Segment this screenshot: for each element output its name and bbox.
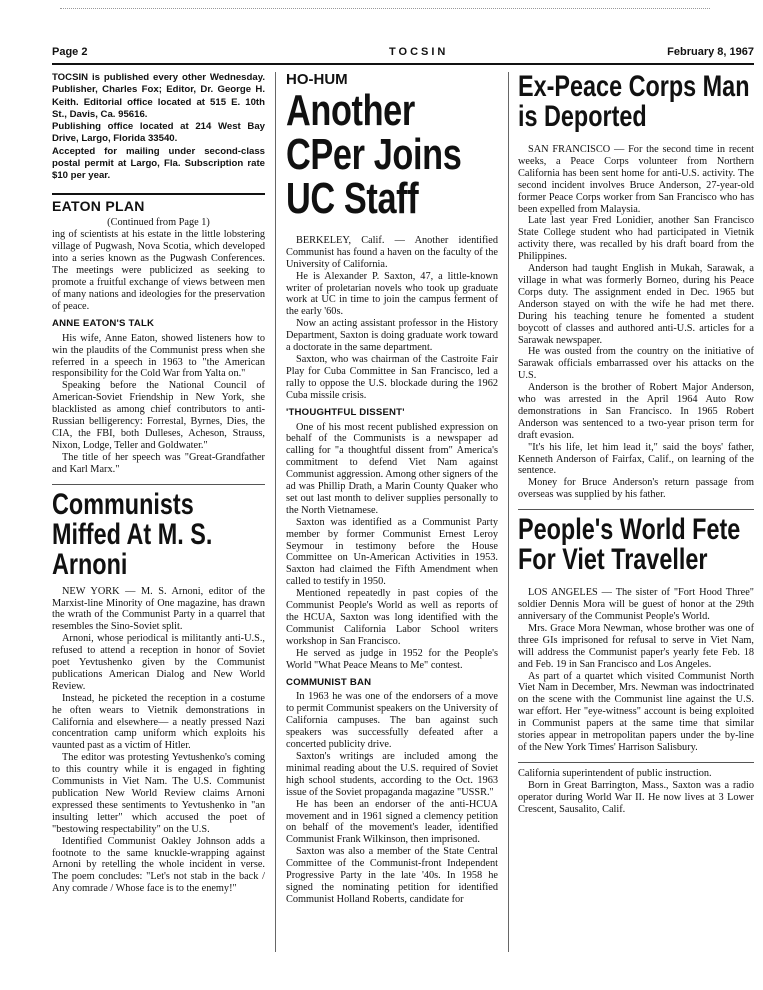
article-paragraph: Identified Communist Oakley Johnson adds a footnote to the same knuckle-wrapping against Arnoni by retelling the whole incident in verse. The poem concludes: "Let's not stab in the back / Any comrade / Whose face is to the enemy!" [52,835,265,895]
article-paragraph: Saxton's writings are included among the minimal reading about the U.S. required of Soviet high school students, according to the Oct. 1963 issue of the Soviet propaganda magazine "USSR." [286,750,498,798]
column-2 [286,72,498,906]
masthead-rule [52,63,754,65]
article-paragraph: Saxton was identified as a Communist Party member by former Communist Ernest Leroy Seymour in testimony before the House Committee on Un-American Activities in 1953. Saxton had claimed the Fifth Amendment when called to testify in 1950. [286,516,498,588]
article-paragraph: BERKELEY, Calif. — Another identified Communist has found a haven on the faculty of the University of California. [286,234,498,270]
article-paragraph: Born in Great Barrington, Mass., Saxton was a radio operator during World War II. He now lives at 3 Lower Crescent, Sausalito, Calif. [518,779,754,815]
article-paragraph: California superintendent of public instruction. [518,767,712,779]
article-paragraph: His wife, Anne Eaton, showed listeners how to win the plaudits of the Communist press when she referred in a speech in 1963 to "the American responsibility for the Cold War from Yalta on." [52,332,265,380]
column-1 [52,72,265,895]
article-saxton [286,71,498,906]
section-rule [518,762,754,763]
article-paragraph: In 1963 he was one of the endorsers of a move to permit Communist speakers on the University of California campuses. The ban against such speakers was successfully defeated after a concerted publicity drive. [286,691,498,751]
article-paragraph: Now an acting assistant professor in the History Department, Saxton is doing graduate work toward a doctorate in the same department. [286,318,498,354]
article-paragraph: He was ousted from the country on the initiative of Sarawak officials embarrassed over his attacks on the U.S. [518,346,754,382]
column-3 [518,72,754,816]
article-paragraph: ing of scientists at his estate in the little lobstering village of Pugwash, Nova Scotia, which developed into a series known as the Pugwash Conferences. The meetings were publicized as seeking to promote a fruitful exchange of views between men of many nations and ideologies for the preservation of peace. [52,229,265,312]
article-subhead: ANNE EATON'S TALK [52,317,155,329]
pubinfo-line: Publishing office located at 214 West Bay Drive, Largo, Florida 33540. [52,121,265,145]
pubinfo-line: TOCSIN is published every other Wednesday. Publisher, Charles Fox; Editor, Dr. George H. Keith. Editorial office located at 515 E. 10th St., Davis, Ca. 95616. [52,72,265,120]
article-paragraph: Speaking before the National Council of American-Soviet Friendship in New York, she blacklisted as among chief contributors to anti-Russian belligerency: Forrestal, Byrnes, Dies, the CIA, the FBI, both Dulleses, Acheson, Strauss, Nixon, Lodge, Teller and Goldwater." [52,380,265,451]
top-dotted-rule [60,8,710,9]
section-rule [52,193,265,195]
publication-info [52,72,265,183]
article-paragraph: The title of her speech was "Great-Grandfather and Karl Marx." [52,451,265,475]
article-arnoni [52,487,265,896]
page-number: Page 2 [52,46,88,58]
article-paragraph: He is Alexander P. Saxton, 47, a little-known writer of proletarian novels who took up graduate work at UC in time to join the campus ferment of the early '60s. [286,270,498,318]
article-paragraph: He served as judge in 1952 for the People's World "What Peace Means to Me" contest. [286,647,498,671]
article-paragraph: Saxton, who was chairman of the Castroite Fair Play for Cuba Committee in San Francisco, led a rally to oppose the U.S. blockade during the 1962 Cuba missile crisis. [286,353,498,401]
issue-date: February 8, 1967 [667,46,754,58]
article-paragraph: The editor was protesting Yevtushenko's coming to this country while it is engaged in fighting Communists in Viet Nam. The U.S. Communist publication New World Review claims Arnoni expressed these sentiments to Yevtushenko in "an insulting letter" which accused the poet of "bestowing respectability" on the U.S. [52,752,265,835]
masthead [52,46,754,62]
article-paragraph: As part of a quartet which visited Communist North Viet Nam in December, Mrs. Newman was indoctrinated on the scene with the Communist line against the U.S. war effort. Her "eye-witness" account is being exploited in Communist papers at the same time that similar stories appear in metropolitan papers under the by-line of the New York Times' Harrison Salisbury. [518,670,754,753]
article-kicker: HO-HUM [286,71,348,88]
column-divider [508,72,509,952]
article-headline: Communists Miffed At M. S. Arnoni [52,487,213,581]
article-paragraph: Saxton was also a member of the State Central Committee of the Communist-front Independent Progressive Party in the late '40s. In 1958 he signed the nominating petition for identified Communist Holland Roberts, candidate for [286,846,498,905]
column-divider [275,72,276,952]
article-peoples-world [518,515,754,754]
article-paragraph: Instead, he picketed the reception in a costume he often wears to Vietnik demonstrations in California and elsewhere— a neatly pressed Nazi concentration camp uniform which exploits his vaunted past as a victim of Hitler. [52,692,265,752]
article-headline: People's World Fete For Viet Traveller [518,513,741,577]
article-paragraph: He has been an endorser of the anti-HCUA movement and in 1961 signed a clemency petition on behalf of the movement's leader, identified Communist Frank Wilkinson, then imprisoned. [286,798,498,846]
article-paragraph: NEW YORK — M. S. Arnoni, editor of the Marxist-line Minority of One magazine, has drawn the wrath of the Communist Party in a quarrel that resembles the Sino-Soviet split. [52,585,265,633]
article-paragraph: Money for Bruce Anderson's return passage from overseas was supplied by his father. [518,477,754,501]
article-continuation [518,768,754,816]
article-eaton-plan [52,197,265,476]
pubinfo-line: Accepted for mailing under second-class postal permit at Largo, Fla. Subscription rate $10 per year. [52,145,265,182]
article-peace-corps [518,72,754,501]
article-paragraph: LOS ANGELES — The sister of "Fort Hood Three" soldier Dennis Mora will be guest of honor at the 29th anniversary of the Communist People's World. [518,587,754,622]
section-rule [518,509,754,510]
article-subhead: 'THOUGHTFUL DISSENT' [286,406,405,418]
section-rule [52,484,265,485]
article-paragraph: Anderson is the brother of Robert Major Anderson, who was arrested in the April 1964 Auto Row demonstrations in San Francisco. In 1965 Robert Anderson was sentenced to a two-year prison term for draft evasion. [518,382,754,441]
continued-note: (Continued from Page 1) [107,216,210,228]
article-headline: Ex-Peace Corps Man is Deported [518,70,750,133]
article-paragraph: Late last year Fred Lonidier, another San Francisco State College student who had participated in Vietnik activity there, was recalled by his draft board from the Philippines. [518,215,754,263]
article-paragraph: "It's his life, let him lead it," said the boys' father, Kenneth Anderson of Fairfax, Calif., on learning of the sentence. [518,441,754,477]
article-paragraph: SAN FRANCISCO — For the second time in recent weeks, a Peace Corps volunteer from Northern California has been sent home for anti-U.S. activity. The second incident involves Bruce Anderson, 27-year-old former Peace Corps worker from San Francisco who has been expelled from Malaysia. [518,144,754,215]
paper-name: TOCSIN [389,46,449,58]
article-paragraph: Mentioned repeatedly in past copies of the Communist People's World as well as reports of the HCUA, Saxton was long identified with the Communist California Labor School writers workshop in San Francisco. [286,588,498,647]
article-headline: Another CPer Joins UC Staff [286,85,462,223]
article-paragraph: Mrs. Grace Mora Newman, whose brother was one of three GIs imprisoned for refusal to serve in Viet Nam, will address the Communist paper's yearly fete Feb. 18 and Feb. 19 in San Francisco and Los Angeles. [518,622,754,670]
article-headline: EATON PLAN [52,197,145,214]
article-paragraph: One of his most recent published expression on behalf of the Communists is a newspaper ad calling for "a thoughtful dissent from" America's commitment to defend Viet Nam against Communist aggression. Among other signers of the ad was Phillip Drath, a Marin County Quaker who set out last month to deliver supplies personally to the North Vietnamese. [286,421,498,516]
article-paragraph: Arnoni, whose periodical is militantly anti-U.S., refused to attend a reception in honor of Soviet poet Yevtushenko given by the Communist publications American Dialog and New World Review. [52,633,265,692]
article-subhead: COMMUNIST BAN [286,676,372,688]
article-paragraph: Anderson had taught English in Mukah, Sarawak, a village in what was formerly Borneo, during his Peace Corps duty. The assignment ended in Dec. 1965 but Anderson stayed on with the wife he had met there. During his teaching tenure he fomented a student boycott of classes and authored anti-U.S. articles for a Sarawak newspaper. [518,263,754,346]
